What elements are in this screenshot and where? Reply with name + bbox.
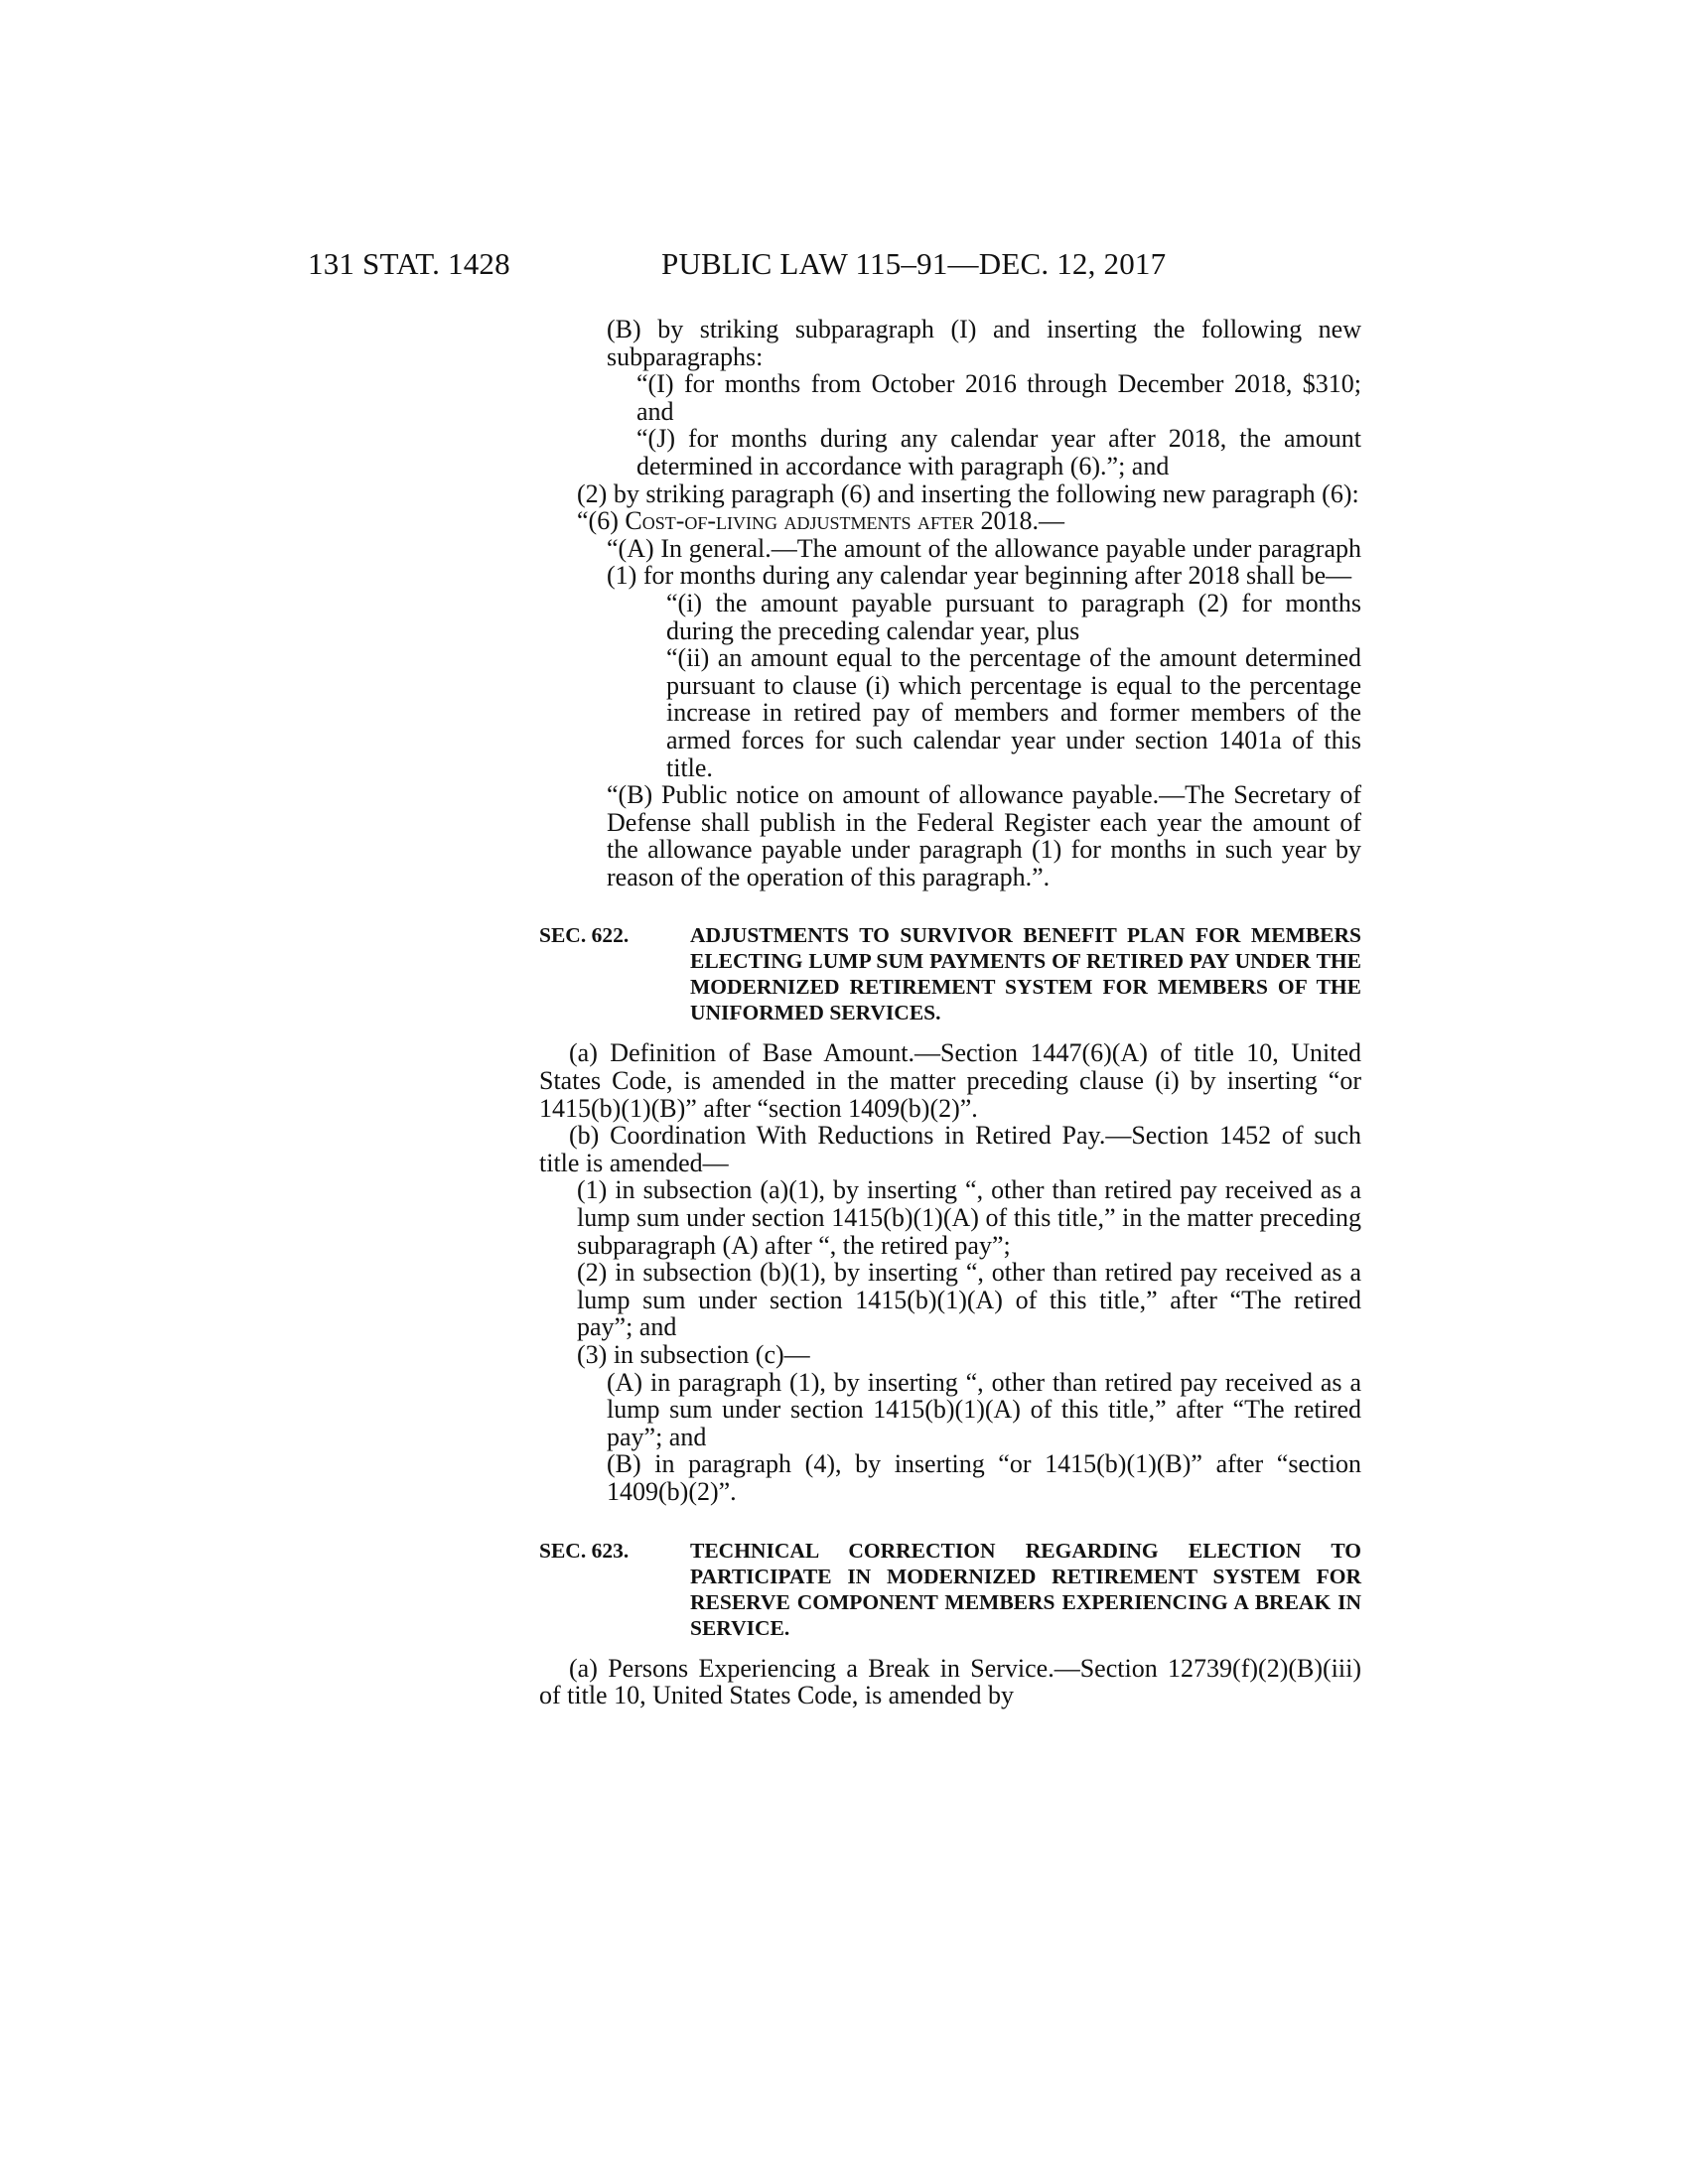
amendment-paragraph: (B) by striking subparagraph (I) and inserting the following new subparagraphs: <box>607 315 1361 371</box>
section-heading-622 <box>539 922 1361 1025</box>
section-paragraph: (b) Coordination With Reductions in Retired Pay.—Section 1452 of such title is amended— <box>539 1121 1361 1177</box>
section-paragraph: (a) Persons Experiencing a Break in Service.—Section 12739(f)(2)(B)(iii) of title 10, United States Code, is amended by <box>539 1653 1361 1710</box>
section-heading-623 <box>539 1538 1361 1641</box>
section-number: SEC. 622. <box>539 923 630 948</box>
amendment-paragraph: “(J) for months during any calendar year after 2018, the amount determined in accordance with paragraph (6).”; and <box>636 424 1361 480</box>
amendment-paragraph: “(A) In general.—The amount of the allowance payable under paragraph (1) for months during any calendar year beginning after 2018 shall be— <box>607 533 1361 591</box>
section-paragraph: (a) Definition of Base Amount.—Section 1447(6)(A) of title 10, United States Code, is amended in the matter preceding clause (i) by inserting “or 1415(b)(1)(B)” after “section 1409(b)(2)”. <box>539 1038 1361 1123</box>
section-title: ADJUSTMENTS TO SURVIVOR BENEFIT PLAN FOR MEMBERS ELECTING LUMP SUM PAYMENTS OF RETIRED PAY UNDER THE MODERNIZED RETIREMENT SYSTEM FOR MEMBERS OF THE UNIFORMED SERVICES. <box>690 923 1361 1025</box>
section-paragraph: (A) in paragraph (1), by inserting “, other than retired pay received as a lump sum under section 1415(b)(1)(A) of this title,” after “The retired pay”; and <box>607 1367 1361 1451</box>
section-number: SEC. 623. <box>539 1538 630 1563</box>
amendment-heading: “(6) Cost-of-living adjustments after 2018.— <box>577 506 1065 536</box>
section-title: TECHNICAL CORRECTION REGARDING ELECTION TO PARTICIPATE IN MODERNIZED RETIREMENT SYSTEM FOR RESERVE COMPONENT MEMBERS EXPERIENCING A BREAK IN SERVICE. <box>690 1538 1361 1640</box>
stat-page-number: 131 STAT. 1428 <box>308 246 510 281</box>
amendment-paragraph: (2) by striking paragraph (6) and inserting the following new paragraph (6): <box>577 478 1359 508</box>
amendment-paragraph: “(B) Public notice on amount of allowance payable.—The Secretary of Defense shall publish in the Federal Register each year the amount of the allowance payable under paragraph (1) for months in such year by reason of the operation of this paragraph.”. <box>607 780 1361 891</box>
section-paragraph: (3) in subsection (c)— <box>577 1340 810 1369</box>
section-paragraph: (B) in paragraph (4), by inserting “or 1415(b)(1)(B)” after “section 1409(b)(2)”. <box>607 1449 1361 1506</box>
running-header-title: PUBLIC LAW 115–91—DEC. 12, 2017 <box>661 246 1167 281</box>
amendment-clause: “(i) the amount payable pursuant to paragraph (2) for months during the preceding calendar year, plus <box>666 588 1361 645</box>
section-paragraph: (2) in subsection (b)(1), by inserting “, other than retired pay received as a lump sum under section 1415(b)(1)(A) of this title,” after “The retired pay”; and <box>577 1258 1361 1342</box>
section-paragraph: (1) in subsection (a)(1), by inserting “, other than retired pay received as a lump sum under section 1415(b)(1)(A) of this title,” in the matter preceding subparagraph (A) after “, the retired pay”; <box>577 1175 1361 1260</box>
amendment-clause: “(ii) an amount equal to the percentage of the amount determined pursuant to clause (i) which percentage is equal to the percentage increase in retired pay of members and former members of the armed forces for such calendar year under section 1401a of this title. <box>666 643 1361 782</box>
document-body <box>539 316 1361 1709</box>
amendment-paragraph: “(I) for months from October 2016 through December 2018, $310; and <box>636 369 1361 426</box>
